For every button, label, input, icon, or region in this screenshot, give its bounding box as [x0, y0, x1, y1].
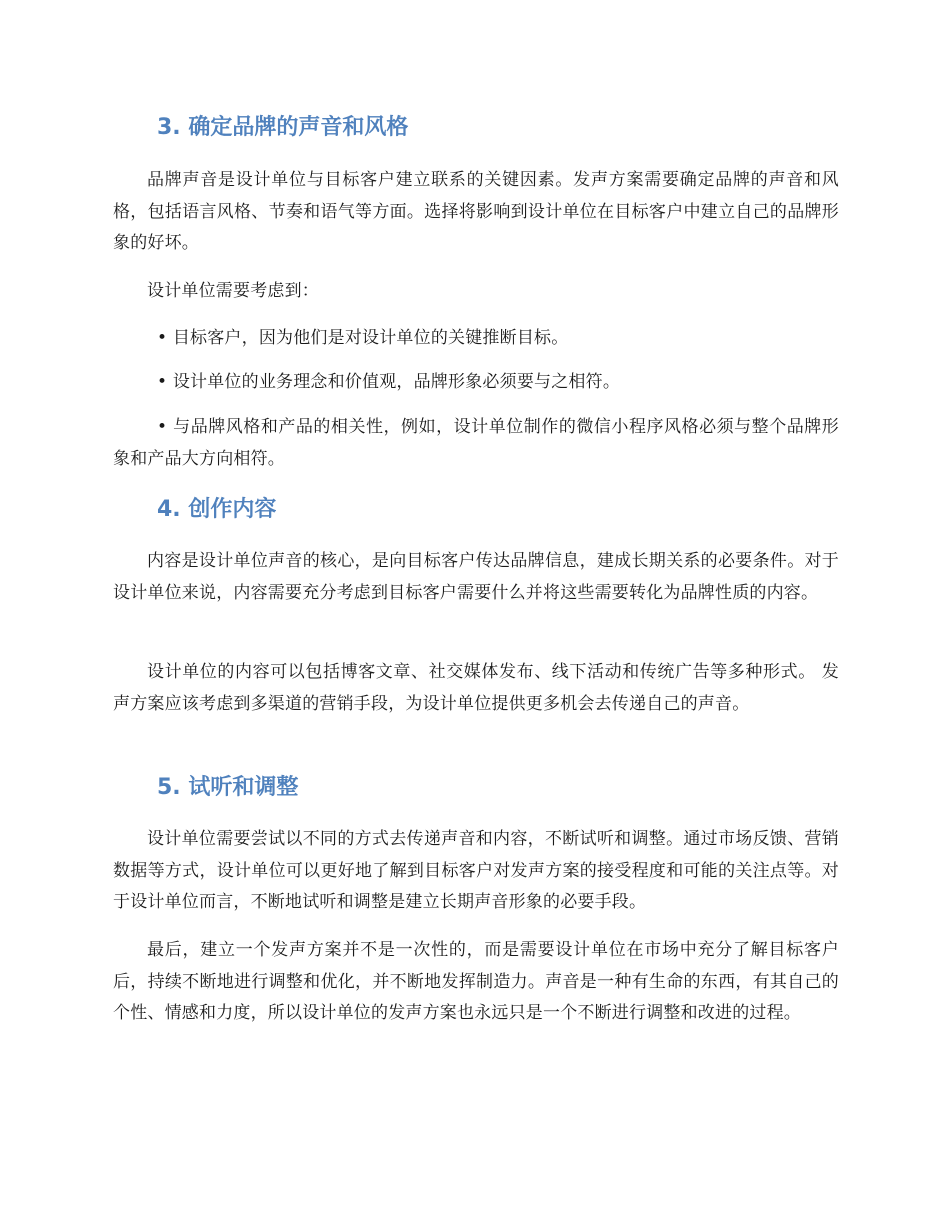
section-heading-3: 3. 确定品牌的声音和风格: [157, 115, 409, 140]
paragraph: 最后，建立一个发声方案并不是一次性的，而是需要设计单位在市场中充分了解目标客户后，持续不断地进行调整和优化，并不断地发挥制造力。声音是一种有生命的东西，有其自己的个性、情感和力度，所以设计单位的发声方案也永远只是一个不断进行调整和改进的过程。: [113, 940, 839, 1023]
paragraph: 内容是设计单位声音的核心，是向目标客户传达品牌信息，建成长期关系的必要条件。对于设计单位来说，内容需要充分考虑到目标客户需要什么并将这些需要转化为品牌性质的内容。: [113, 551, 839, 603]
section-heading-5: 5. 试听和调整: [157, 775, 299, 800]
paragraph: 设计单位需要考虑到：: [147, 281, 319, 301]
paragraph: 设计单位的内容可以包括博客文章、社交媒体发布、线下活动和传统广告等多种形式。 发声方案应该考虑到多渠道的营销手段，为设计单位提供更多机会去传递自己的声音。: [113, 662, 839, 714]
section-heading-4: 4. 创作内容: [157, 497, 277, 522]
paragraph: 设计单位需要尝试以不同的方式去传递声音和内容，不断试听和调整。通过市场反馈、营销数据等方式，设计单位可以更好地了解到目标客户对发声方案的接受程度和可能的关注点等。对于设计单位而言，不断地试听和调整是建立长期声音形象的必要手段。: [113, 829, 839, 912]
bullet-item: • 目标客户，因为他们是对设计单位的关键推断目标。: [157, 328, 569, 348]
bullet-item: • 设计单位的业务理念和价值观，品牌形象必须要与之相符。: [157, 372, 621, 392]
bullet-item: • 与品牌风格和产品的相关性，例如，设计单位制作的微信小程序风格必须与整个品牌形象和产品大方向相符。: [113, 417, 839, 469]
paragraph: 品牌声音是设计单位与目标客户建立联系的关键因素。发声方案需要确定品牌的声音和风格，包括语言风格、节奏和语气等方面。选择将影响到设计单位在目标客户中建立自己的品牌形象的好坏。: [113, 170, 839, 253]
